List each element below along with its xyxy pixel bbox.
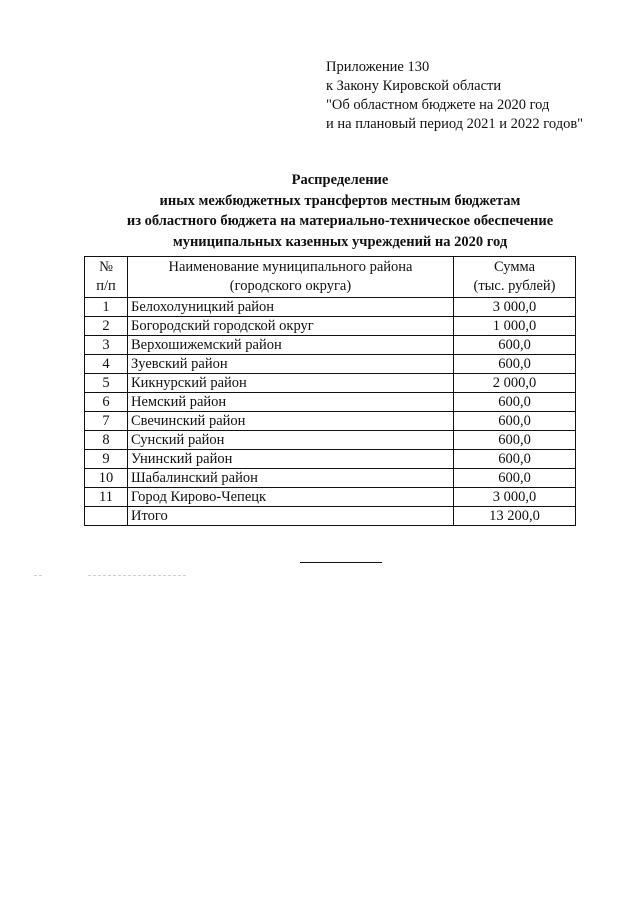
row-name: Свечинский район — [128, 412, 454, 431]
row-name: Верхошижемский район — [128, 336, 454, 355]
row-sum: 2 000,0 — [454, 374, 576, 393]
header-name-line: Наименование муниципального района — [168, 259, 413, 275]
row-num: 9 — [85, 450, 128, 469]
row-sum: 600,0 — [454, 412, 576, 431]
row-sum: 3 000,0 — [454, 298, 576, 317]
annex-header — [326, 58, 583, 134]
row-num: 7 — [85, 412, 128, 431]
table-row — [85, 374, 576, 393]
title-line: Распределение — [291, 172, 389, 188]
row-num: 6 — [85, 393, 128, 412]
header-num-line: п/п — [96, 278, 116, 294]
table-row — [85, 336, 576, 355]
table-total-row — [85, 507, 576, 526]
row-num: 5 — [85, 374, 128, 393]
table-header-row — [85, 257, 576, 298]
table-row — [85, 488, 576, 507]
header-sum-line: (тыс. рублей) — [473, 278, 556, 294]
row-name: Унинский район — [128, 450, 454, 469]
table-row — [85, 412, 576, 431]
row-sum: 600,0 — [454, 450, 576, 469]
total-sum: 13 200,0 — [454, 507, 576, 526]
row-sum: 600,0 — [454, 336, 576, 355]
total-label: Итого — [128, 507, 454, 526]
document-title — [40, 170, 640, 252]
row-name: Белохолуницкий район — [128, 298, 454, 317]
header-sum — [454, 257, 576, 298]
row-sum: 600,0 — [454, 431, 576, 450]
header-num-line: № — [99, 259, 113, 275]
header-name-line: (городского округа) — [229, 278, 352, 294]
row-sum: 1 000,0 — [454, 317, 576, 336]
title-line: из областного бюджета на материально-техническое обеспечение — [126, 213, 554, 229]
row-sum: 3 000,0 — [454, 488, 576, 507]
row-num: 1 — [85, 298, 128, 317]
title-line: муниципальных казенных учреждений на 2020 год — [172, 233, 508, 250]
row-num: 11 — [85, 488, 128, 507]
annex-line: Приложение 130 — [326, 59, 430, 75]
total-num — [85, 507, 128, 526]
row-name: Зуевский район — [128, 355, 454, 374]
row-num: 2 — [85, 317, 128, 336]
row-name: Шабалинский район — [128, 469, 454, 488]
scan-artifact-line — [34, 575, 42, 576]
annex-line: и на плановый период 2021 и 2022 годов" — [326, 116, 584, 132]
scan-artifact-line — [88, 575, 186, 576]
annex-line: "Об областном бюджете на 2020 год — [326, 97, 550, 113]
distribution-table — [84, 256, 576, 526]
row-name: Немский район — [128, 393, 454, 412]
row-num: 4 — [85, 355, 128, 374]
row-sum: 600,0 — [454, 393, 576, 412]
row-sum: 600,0 — [454, 469, 576, 488]
header-num — [85, 257, 128, 298]
row-name: Город Кирово-Чепецк — [128, 488, 454, 507]
row-num: 10 — [85, 469, 128, 488]
end-rule — [300, 562, 382, 563]
table-row — [85, 298, 576, 317]
row-name: Кикнурский район — [128, 374, 454, 393]
table-row — [85, 393, 576, 412]
title-line: иных межбюджетных трансфертов местным бюджетам — [159, 192, 521, 209]
table-row — [85, 469, 576, 488]
table-row — [85, 355, 576, 374]
table-row — [85, 431, 576, 450]
header-name — [128, 257, 454, 298]
row-name: Сунский район — [128, 431, 454, 450]
row-num: 8 — [85, 431, 128, 450]
row-name: Богородский городской округ — [128, 317, 454, 336]
table-row — [85, 317, 576, 336]
row-sum: 600,0 — [454, 355, 576, 374]
row-num: 3 — [85, 336, 128, 355]
table-row — [85, 450, 576, 469]
header-sum-line: Сумма — [493, 259, 536, 275]
annex-line: к Закону Кировской области — [326, 78, 502, 94]
